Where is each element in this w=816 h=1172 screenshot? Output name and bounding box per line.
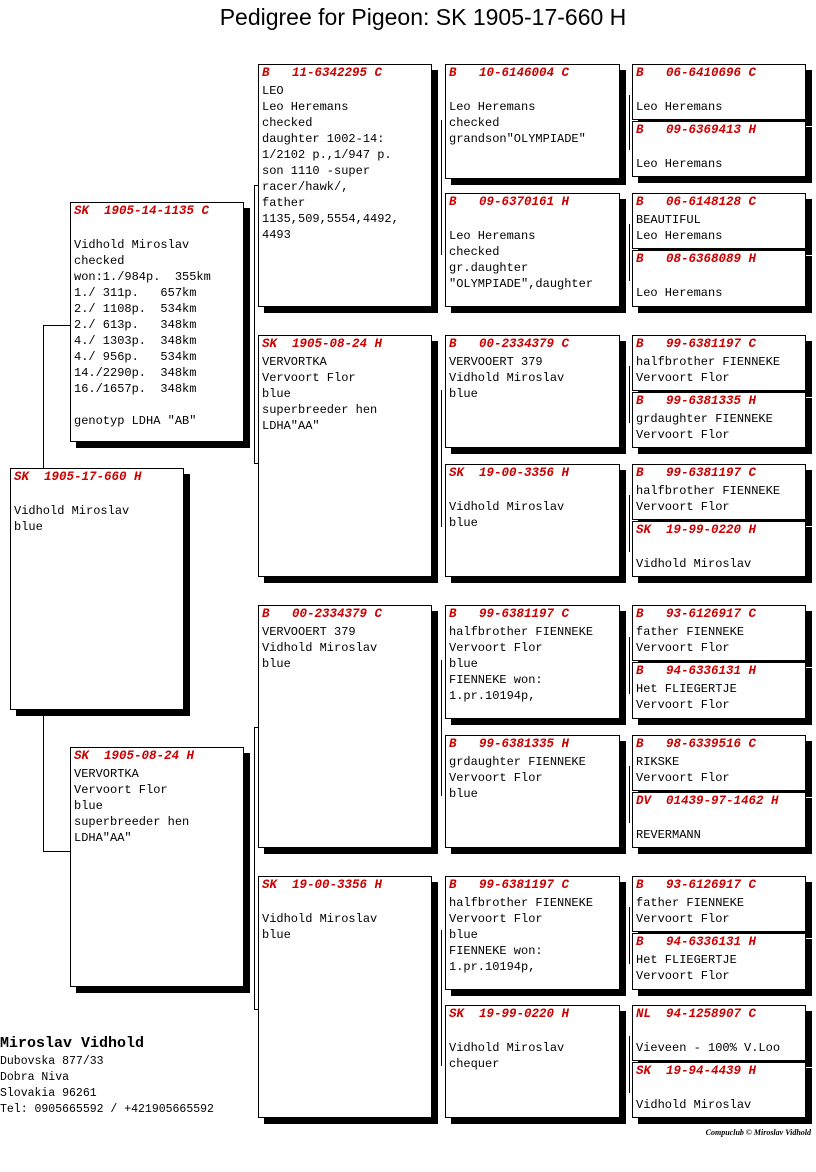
- ring-number: DV 01439-97-1462 H: [636, 794, 779, 808]
- connector-line: [629, 95, 630, 150]
- pigeon-info: Het FLIEGERTJE Vervoort Flor: [636, 953, 737, 983]
- pigeon-info: Leo Heremans checked gr.daughter "OLYMPIADE",daughter: [449, 229, 594, 291]
- breeder-name: Miroslav Vidhold: [0, 1035, 145, 1052]
- pigeon-info: father FIENNEKE Vervoort Flor: [636, 896, 745, 926]
- ring-number: B 98-6339516 C: [636, 737, 757, 751]
- pigeon-info: Leo Heremans: [636, 286, 723, 300]
- pigeon-card-g4-16: [632, 1062, 806, 1118]
- connector-line: [441, 390, 442, 527]
- ring-number: SK 19-99-0220 H: [449, 1007, 570, 1021]
- pigeon-info: RIKSKE Vervoort Flor: [636, 755, 730, 785]
- connector-line: [629, 766, 630, 823]
- pigeon-card-granddam-sire-side: [258, 335, 432, 577]
- pigeon-card-g4-7: [632, 464, 806, 520]
- pigeon-card-subject: [10, 468, 184, 710]
- pigeon-card-g4-1: [632, 64, 806, 120]
- ring-number: B 08-6368089 H: [636, 252, 757, 266]
- pigeon-info: REVERMANN: [636, 828, 701, 842]
- page-title: Pedigree for Pigeon: SK 1905-17-660 H: [219, 4, 627, 30]
- pigeon-card-g4-15: [632, 1005, 806, 1061]
- pigeon-card-grandsire-sire-side: [258, 64, 432, 307]
- pigeon-info: Vidhold Miroslav: [636, 1098, 752, 1112]
- connector-line: [441, 660, 442, 796]
- pigeon-card-dam: [70, 747, 244, 987]
- pigeon-info: VERVOOERT 379 Vidhold Miroslav blue: [449, 355, 565, 401]
- ring-number: B 10-6146004 C: [449, 66, 570, 80]
- pigeon-card-g3-4: [445, 464, 620, 577]
- pigeon-card-g3-7: [445, 876, 620, 990]
- ring-number: B 99-6381197 C: [636, 337, 757, 351]
- address-line: Dobra Niva: [0, 1071, 70, 1084]
- ring-number: SK 19-00-3356 H: [449, 466, 570, 480]
- pigeon-card-g3-3: [445, 335, 620, 448]
- connector-line: [254, 727, 255, 1009]
- pigeon-card-g4-8: [632, 521, 806, 577]
- address-line: Slovakia 96261: [0, 1087, 97, 1100]
- pigeon-info: Vieveen - 100% V.Loo: [636, 1041, 781, 1055]
- ring-number: B 99-6381197 C: [449, 878, 570, 892]
- pigeon-card-g4-12: [632, 792, 806, 848]
- pigeon-card-g4-10: [632, 662, 806, 719]
- pigeon-info: Vidhold Miroslav checked won:1./984p. 355km 1./ 311p. 657km 2./ 1108p. 534km 2./ 613p. 348km 4./ 1303p. 348km 4./ 956p. 534km 14./2290p. 348km 16./1657p. 348km genotyp LDHA "AB": [74, 238, 211, 428]
- pigeon-info: grdaughter FIENNEKE Vervoort Flor: [636, 412, 773, 442]
- ring-number: SK 19-94-4439 H: [636, 1064, 757, 1078]
- pigeon-info: Leo Heremans: [636, 157, 723, 171]
- pigeon-card-grandsire-dam-side: [258, 605, 432, 848]
- ring-number: B 99-6381335 H: [636, 394, 757, 408]
- ring-number: B 93-6126917 C: [636, 607, 757, 621]
- connector-line: [629, 637, 630, 694]
- pigeon-card-g4-6: [632, 392, 806, 448]
- address-line: Dubovska 877/33: [0, 1055, 104, 1068]
- pigeon-info: father FIENNEKE Vervoort Flor: [636, 625, 745, 655]
- ring-number: B 99-6381197 C: [449, 607, 570, 621]
- pigeon-info: halfbrother FIENNEKE Vervoort Flor: [636, 355, 781, 385]
- connector-line: [43, 325, 71, 326]
- pigeon-card-g4-13: [632, 876, 806, 932]
- ring-number: SK 1905-08-24 H: [262, 337, 383, 351]
- footer-credit: Compuclub © Miroslav Vidhold: [705, 1128, 811, 1137]
- pigeon-card-g4-2: [632, 121, 806, 177]
- ring-number: SK 1905-08-24 H: [74, 749, 195, 763]
- pigeon-card-g4-9: [632, 605, 806, 661]
- ring-number: B 93-6126917 C: [636, 878, 757, 892]
- pigeon-info: halfbrother FIENNEKE Vervoort Flor: [636, 484, 781, 514]
- ring-number: NL 94-1258907 C: [636, 1007, 757, 1021]
- connector-line: [629, 907, 630, 964]
- connector-line: [43, 851, 71, 852]
- pigeon-card-g4-3: [632, 193, 806, 249]
- ring-number: B 94-6336131 H: [636, 664, 757, 678]
- pigeon-card-sire: [70, 202, 244, 442]
- pigeon-info: grdaughter FIENNEKE Vervoort Flor blue: [449, 755, 586, 801]
- pigeon-info: Vidhold Miroslav chequer: [449, 1041, 565, 1071]
- pigeon-info: Het FLIEGERTJE Vervoort Flor: [636, 682, 737, 712]
- ring-number: B 00-2334379 C: [262, 607, 383, 621]
- pigeon-info: Vidhold Miroslav: [636, 557, 752, 571]
- connector-line: [629, 1036, 630, 1093]
- pigeon-info: Leo Heremans checked grandson"OLYMPIADE": [449, 100, 586, 146]
- pigeon-info: Leo Heremans: [636, 100, 723, 114]
- pigeon-info: VERVORTKA Vervoort Flor blue superbreeder hen LDHA"AA": [262, 355, 378, 433]
- pigeon-card-g4-5: [632, 335, 806, 391]
- connector-line: [43, 325, 44, 469]
- ring-number: B 11-6342295 C: [262, 66, 383, 80]
- ring-number: B 09-6370161 H: [449, 195, 570, 209]
- pigeon-info: VERVOOERT 379 Vidhold Miroslav blue: [262, 625, 378, 671]
- connector-line: [629, 366, 630, 423]
- pigeon-info: halfbrother FIENNEKE Vervoort Flor blue FIENNEKE won: 1.pr.10194p,: [449, 896, 594, 974]
- pigeon-info: LEO Leo Heremans checked daughter 1002-14: 1/2102 p.,1/947 p. son 1110 -super racer/hawk/, father 1135,509,5554,4492, 4493: [262, 84, 399, 242]
- ring-number: B 06-6410696 C: [636, 66, 757, 80]
- pigeon-card-g3-2: [445, 193, 620, 307]
- ring-number: SK 1905-14-1135 C: [74, 204, 210, 218]
- pigeon-info: halfbrother FIENNEKE Vervoort Flor blue FIENNEKE won: 1.pr.10194p,: [449, 625, 594, 703]
- pigeon-card-g3-5: [445, 605, 620, 719]
- pigeon-card-g4-4: [632, 250, 806, 307]
- connector-line: [629, 495, 630, 552]
- pigeon-card-g3-6: [445, 735, 620, 848]
- ring-number: SK 19-00-3356 H: [262, 878, 383, 892]
- ring-number: B 00-2334379 C: [449, 337, 570, 351]
- ring-number: B 09-6369413 H: [636, 123, 757, 137]
- address-line: Tel: 0905665592 / +421905665592: [0, 1103, 214, 1116]
- pigeon-info: VERVORTKA Vervoort Flor blue superbreeder hen LDHA"AA": [74, 767, 190, 845]
- connector-line: [629, 224, 630, 281]
- pigeon-card-g4-14: [632, 933, 806, 990]
- pigeon-card-g4-11: [632, 735, 806, 791]
- pigeon-info: Vidhold Miroslav blue: [14, 504, 130, 534]
- pigeon-info: Vidhold Miroslav blue: [262, 912, 378, 942]
- pigeon-card-g3-1: [445, 64, 620, 179]
- connector-line: [441, 120, 442, 255]
- ring-number: SK 19-99-0220 H: [636, 523, 757, 537]
- pigeon-card-g3-8: [445, 1005, 620, 1118]
- ring-number: B 99-6381197 C: [636, 466, 757, 480]
- ring-number: B 99-6381335 H: [449, 737, 570, 751]
- connector-line: [254, 185, 255, 463]
- ring-number: SK 1905-17-660 H: [14, 470, 142, 484]
- connector-line: [43, 713, 44, 851]
- pigeon-info: Vidhold Miroslav blue: [449, 500, 565, 530]
- connector-line: [441, 930, 442, 1066]
- breeder-info: [0, 1034, 214, 1118]
- ring-number: B 94-6336131 H: [636, 935, 757, 949]
- pigeon-info: BEAUTIFUL Leo Heremans: [636, 213, 723, 243]
- pigeon-card-granddam-dam-side: [258, 876, 432, 1118]
- ring-number: B 06-6148128 C: [636, 195, 757, 209]
